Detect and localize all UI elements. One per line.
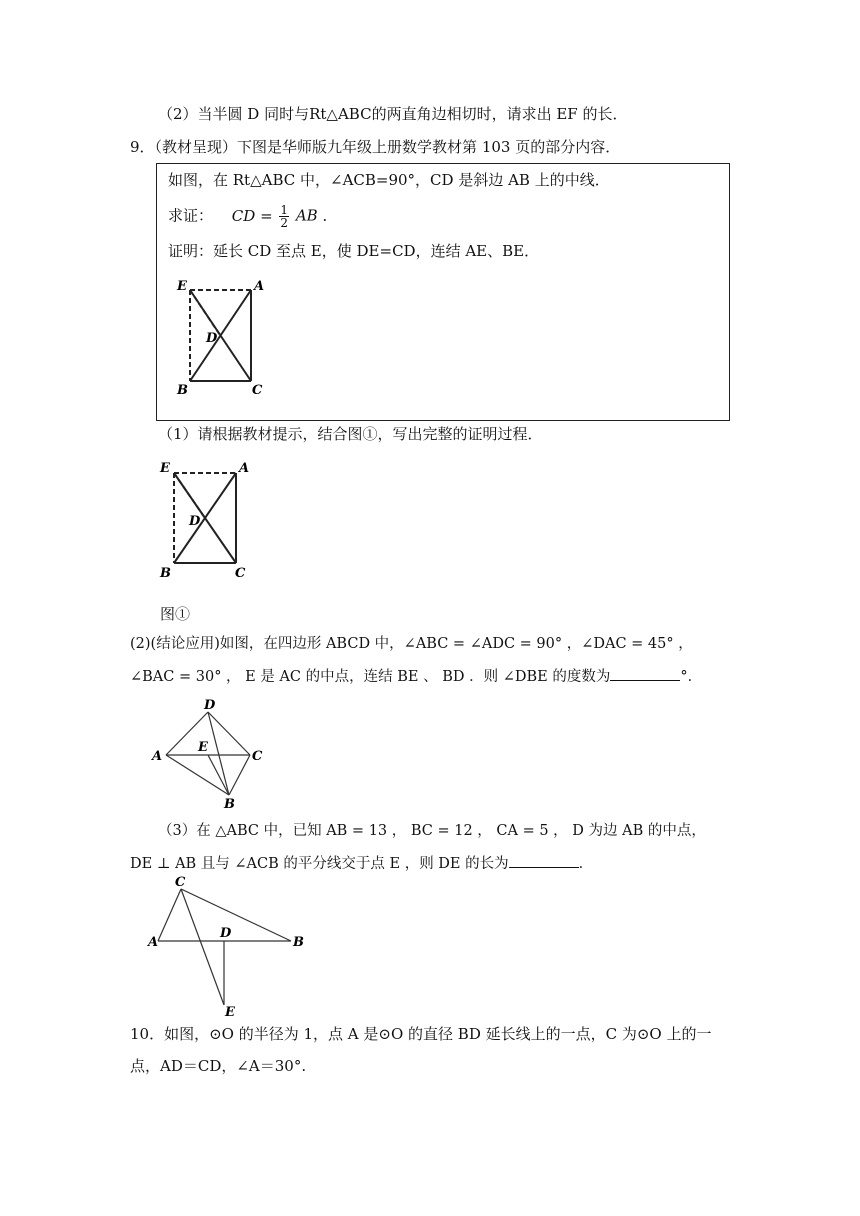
prove-rhs: AB xyxy=(295,206,318,225)
part2-unit: °． xyxy=(680,669,703,685)
q9-stem: 9．（教材呈现）下图是华师版九年级上册数学教材第 103 页的部分内容． xyxy=(130,138,621,156)
q9-part1-text: （1）请根据教材提示，结合图①，写出完整的证明过程． xyxy=(158,425,543,443)
box-label-B: B xyxy=(177,383,188,398)
figure-1-caption: 图① xyxy=(160,605,191,623)
box-label-A: A xyxy=(254,279,265,294)
fig1-label-E: E xyxy=(160,461,170,476)
box-proof-text: 证明：延长 CD 至点 E，使 DE=CD，连结 AE、BE． xyxy=(168,242,540,260)
box-label-D: D xyxy=(206,331,218,346)
part3-question: DE ⊥ AB 且与 ∠ACB 的平分线交于点 E ，则 DE 的长为 xyxy=(130,856,509,872)
q10-line2: 点，AD＝CD，∠A＝30°. xyxy=(130,1057,307,1075)
prove-prefix: 求证： xyxy=(168,206,214,225)
fig2-label-A: A xyxy=(152,749,163,764)
fig3-label-D: D xyxy=(220,926,232,941)
fraction-numerator: 1 xyxy=(280,203,289,217)
prove-end: ． xyxy=(322,206,338,225)
q10-line1: 10．如图，⊙O 的半径为 1，点 A 是⊙O 的直径 BD 延长线上的一点，C 为⊙O 上的一 xyxy=(130,1025,712,1043)
fig2-label-E: E xyxy=(198,740,208,755)
q8-part2-text: （2）当半圆 D 同时与Rt△ABC的两直角边相切时，请求出 EF 的长． xyxy=(158,105,628,123)
fig3-label-E: E xyxy=(225,1005,235,1020)
q9-part2-line1: (2)(结论应用)如图，在四边形 ABCD 中，∠ABC = ∠ADC = 90° ，∠DAC = 45° ， xyxy=(130,636,693,652)
part2-question: ∠BAC = 30° ， E 是 AC 的中点，连结 BE 、 BD ．则 ∠DBE 的度数为 xyxy=(130,669,611,685)
fig1-label-C: C xyxy=(235,566,246,581)
part3-end: ． xyxy=(578,856,594,872)
fig1-label-D: D xyxy=(189,514,201,529)
box-label-C: C xyxy=(252,383,263,398)
fig2-label-B: B xyxy=(224,797,235,812)
box-label-E: E xyxy=(177,279,187,294)
fig1-label-A: A xyxy=(239,461,250,476)
q9-part3-line1: （3）在 △ABC 中，已知 AB = 13 ， BC = 12 ， CA = 5 ， D 为边 AB 的中点， xyxy=(158,823,706,839)
fig2-label-D: D xyxy=(204,698,216,713)
fig3-label-C: C xyxy=(175,875,186,890)
prove-lhs: CD = xyxy=(231,206,273,225)
fig1-label-B: B xyxy=(160,566,171,581)
fig3-label-A: A xyxy=(148,935,159,950)
fig3-label-B: B xyxy=(293,935,304,950)
fig2-label-C: C xyxy=(252,749,263,764)
fraction-denominator: 2 xyxy=(280,216,289,230)
box-given-text: 如图，在 Rt△ABC 中，∠ACB=90°，CD 是斜边 AB 上的中线． xyxy=(168,171,610,189)
